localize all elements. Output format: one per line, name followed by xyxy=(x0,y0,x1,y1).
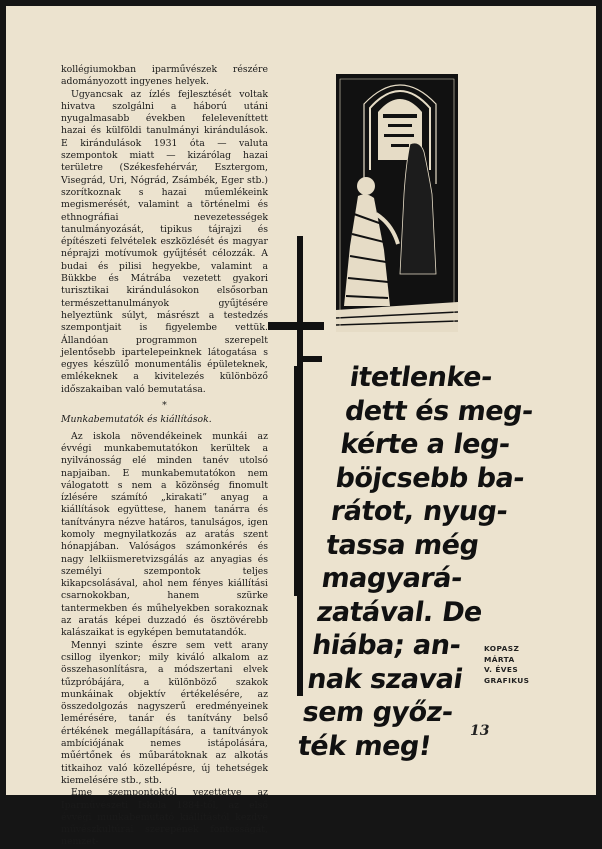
credit-line: GRAFIKUS xyxy=(484,675,530,685)
text-column xyxy=(61,64,268,849)
script-line: böjcsebb ba- xyxy=(333,462,527,494)
script-line: zatával. De xyxy=(314,596,485,628)
script-line: ték meg! xyxy=(295,730,433,762)
section-divider: * xyxy=(162,400,167,412)
page-number: 13 xyxy=(470,723,490,739)
script-line: nak szavai xyxy=(305,663,465,695)
script-line: rátot, nyug- xyxy=(328,496,510,527)
book-page xyxy=(6,6,596,848)
script-line: itetlenke- xyxy=(347,362,495,393)
script-line: kérte a leg- xyxy=(338,429,512,460)
calligraphic-text xyxy=(295,361,536,763)
credit-line: KOPASZ xyxy=(484,644,520,653)
section-heading: Munkabemutatók és kiállítások. xyxy=(61,414,212,426)
paragraph-4: Mennyi szinte észre sem vett arany csillog ilyenkor; mily kiváló alkalom az összehasonlításra, a módszertani elvek tűzpróbájára, a különböző szakok munkáinak objektív értékelésére, az összedolgozás nagyszerű eredményeinek lemérésére, tanár és tanítvány belső értékének megállapítására, a tanítványok ambíciójának nemes istápolására, műértőnek és műbarátoknak az alkotás titkaihoz való közellépésre, új tehetségek kiemelésére stb., stb. xyxy=(61,639,268,786)
script-line: tassa még xyxy=(324,529,481,561)
script-line: dett és meg- xyxy=(343,395,536,427)
script-line: hiába; an- xyxy=(310,630,463,661)
credit-line: V. ÉVES xyxy=(484,665,519,674)
paragraph-3: Az iskola növendékeinek munkái az évvégi munkabemutatókon kerültek a nyilvánosság elé minden tanév utolsó napjaiban. E munkabemutatókon nem válogatott s nem a közönség finomult ízlésére számító „kirakati” anyag a kiállítások együttese, hanem tanárra és tanítványra nézve határos, tanulságos, igen komoly megnyilatkozás az aratás szent hónapjában. Valóságos számonkérés és nagy lelkiismeretvizsgálás az anyagias és személyi szempontok teljes kikapcsolásával, ahol nem fényes kiállítási csarnokokban, hanem szürke tantermekben és műhelyekben sorakoznak az aratás képei duzzadó és ösztövérebb kalászaikat is egyképen bemutatandók. xyxy=(61,430,268,639)
woodcut-illustration xyxy=(336,74,458,332)
artist-credit xyxy=(484,644,529,686)
paragraph-1: kollégiumokban iparművészek részére adományozott ingyenes helyek. xyxy=(61,64,268,88)
paragraph-2: Ugyancsak az ízlés fejlesztését voltak hivatva szolgálni a háború utáni nyugalmasabb években feleleveníttett hazai és külföldi tanulmányi kirándulások. E kirándulások 1931 óta — valuta szempontok miatt — kizárólag hazai területre (Székesfehérvár, Esztergom, Visegrád, Uri, Nógrád, Zsámbék, Eger stb.) szorítkoznak s hazai műemlékeink megismerését, valamint a történelmi és ethnográfiai nevezetességek tanulmányozását, tipikus tájrajzi és építészeti felvételek eszközlését és magyar néprajzi motívumok gyűjtését célozzák. A budai és pilisi hegyekbe, valamint a Bükkbe és Mátrába vezetett gyakori turisztikai kirándulásokon elsősorban természettanulmányok gyűjtésére helyeztünk súlyt, másrészt a testedzés szempontjait is figyelembe vettük. Állandóan programmon szerepelt jelentősebb ipartelepeinknek látogatása s egyes készülő monumentális épületeknek, emlékeknek a kivitelezés különböző időszakaiban való bemutatása. xyxy=(61,88,268,395)
paragraph-5: Eme szempontoktól vezettetve az Iparművészeti Iskola 1884-től, az első évvégi munkabemutató kiállítástól kezdve művészkultúrai szerepének fontosságát, nemzet- xyxy=(61,787,268,848)
credit-line: MÁRTA xyxy=(484,654,515,664)
script-line: sem győz- xyxy=(300,697,455,728)
script-line: magyará- xyxy=(319,563,465,594)
